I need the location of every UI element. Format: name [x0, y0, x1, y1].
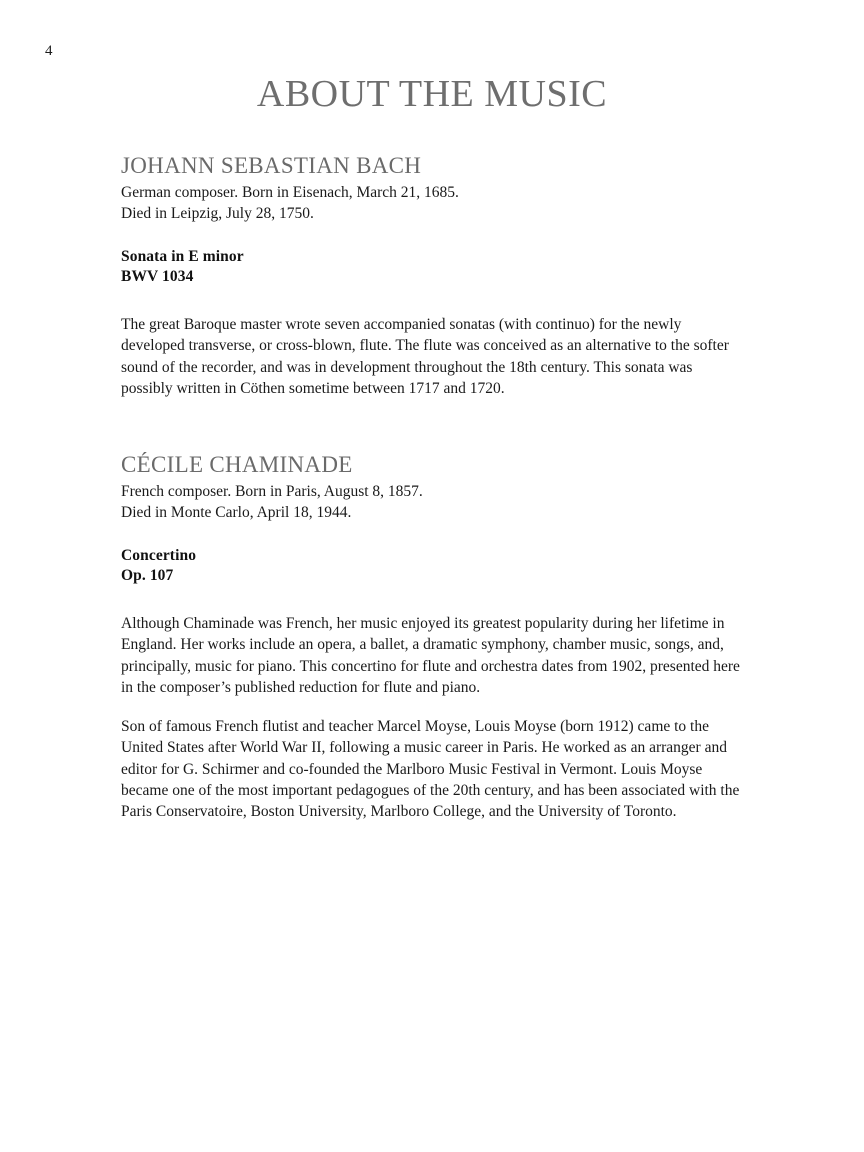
section-body-text — [121, 613, 743, 822]
work-title: Concertino — [121, 546, 197, 564]
body-paragraph: Son of famous French flutist and teacher Marcel Moyse, Louis Moyse (born 1912) came to the United States after World War II, following a music career in Paris. He worked as an arranger and editor for G. Schirmer and co-founded the Marlboro Music Festival in Vermont. Louis Moyse became one of the most important pedagogues of the 20th century, and has been associated with the Paris Conservatoire, Boston University, Marlboro College, and the University of Toronto. — [121, 718, 740, 821]
composer-bio-line: Died in Monte Carlo, April 18, 1944. — [121, 503, 352, 521]
section-body-text — [121, 314, 743, 399]
page-content — [121, 152, 743, 822]
composer-bio-line: German composer. Born in Eisenach, March 21, 1685. — [121, 184, 459, 202]
page-number: 4 — [45, 43, 53, 59]
composer-bio-line: Died in Leipzig, July 28, 1750. — [121, 204, 314, 222]
composer-section-chaminade — [121, 451, 743, 822]
composer-name: JOHANN SEBASTIAN BACH — [121, 153, 422, 178]
page-title: ABOUT THE MUSIC — [256, 73, 608, 115]
work-title-block — [121, 247, 743, 289]
work-title: Sonata in E minor — [121, 247, 244, 265]
composer-name: CÉCILE CHAMINADE — [121, 452, 353, 478]
body-paragraph: The great Baroque master wrote seven accompanied sonatas (with continuo) for the newly developed transverse, or cross-blown, flute. The flute was conceived as an alternative to the softer sound of the recorder, and was in development throughout the 18th century. This sonata was possibly written in Cöthen sometime between 1717 and 1720. — [121, 316, 729, 397]
composer-bio-line: French composer. Born in Paris, August 8, 1857. — [121, 483, 423, 501]
work-opus-number: Op. 107 — [121, 567, 174, 585]
composer-section-bach — [121, 152, 743, 399]
body-paragraph: Although Chaminade was French, her music enjoyed its greatest popularity during her lifetime in England. Her works include an opera, a ballet, a dramatic symphony, chamber music, songs, and, principally, music for piano. This concertino for flute and orchestra dates from 1902, presented here in the composer’s published reduction for flute and piano. — [121, 615, 740, 696]
work-catalog-number: BWV 1034 — [121, 268, 194, 286]
work-title-block — [121, 546, 743, 588]
